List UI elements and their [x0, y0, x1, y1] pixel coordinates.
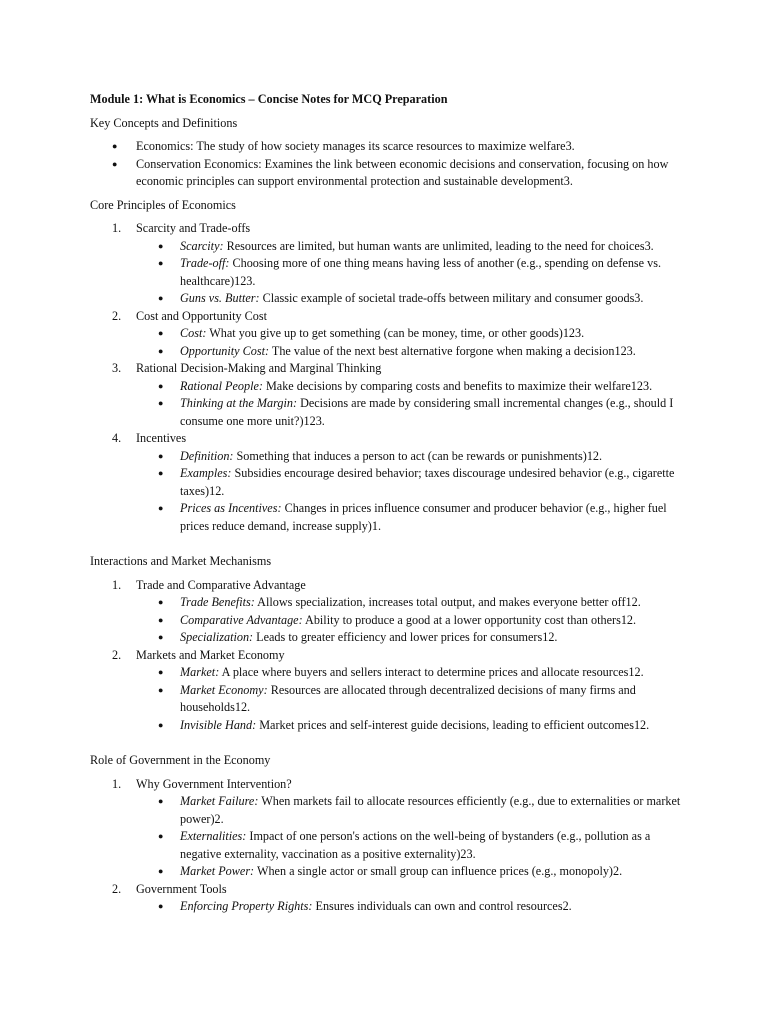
term: Externalities:	[180, 829, 247, 843]
numbered-item	[90, 776, 690, 881]
definition: Market prices and self-interest guide decisions, leading to efficient outcomes12.	[256, 717, 650, 732]
sub-item	[90, 612, 690, 630]
document-title: Module 1: What is Economics – Concise Notes for MCQ Preparation	[90, 92, 448, 106]
term: Definition:	[180, 448, 234, 463]
definition: Decisions are made by considering small incremental changes (e.g., should I consume one more unit?)123.	[180, 396, 674, 428]
definition: When a single actor or small group can influence prices (e.g., monopoly)2.	[254, 864, 623, 878]
definition: What you give up to get something (can be money, time, or other goods)123.	[206, 326, 585, 340]
sub-item	[90, 290, 690, 308]
sub-item	[90, 629, 690, 647]
term: Market Failure:	[180, 794, 259, 808]
definition: Impact of one person's actions on the well-being of bystanders (e.g., pollution as a negative externality, vaccination as a positive externality)23.	[180, 829, 651, 861]
interactions-list	[90, 577, 690, 735]
term: Scarcity:	[180, 238, 224, 253]
definition: Classic example of societal trade-offs between military and consumer goods3.	[259, 291, 644, 305]
term: Rational People:	[180, 378, 263, 393]
term: Guns vs. Butter:	[180, 291, 260, 305]
numbered-item	[90, 881, 690, 916]
item-number: 1.	[112, 577, 122, 592]
sub-item	[90, 500, 690, 535]
definition: Changes in prices influence consumer and producer behavior (e.g., higher fuel prices reduce demand, increase supply)1.	[180, 501, 667, 533]
sub-item	[90, 465, 690, 500]
sub-list	[136, 378, 690, 431]
sub-list	[136, 898, 690, 916]
sub-item	[90, 664, 690, 682]
sub-item	[90, 898, 690, 916]
term: Cost:	[180, 326, 207, 340]
sub-item	[90, 594, 690, 612]
definition: A place where buyers and sellers interact to determine prices and allocate resources12.	[219, 665, 644, 679]
sub-list	[136, 238, 690, 308]
term: Market Power:	[180, 864, 255, 878]
definition: Ensures individuals can own and control resources2.	[312, 899, 572, 913]
sub-list	[136, 793, 690, 881]
sub-item	[90, 343, 690, 361]
government-list	[90, 776, 690, 916]
sub-item	[90, 448, 690, 466]
item-title: Incentives	[136, 431, 187, 445]
item-title: Rational Decision-Making and Marginal Thinking	[136, 361, 382, 375]
definition: Ability to produce a good at a lower opportunity cost than others12.	[302, 612, 637, 627]
numbered-item	[90, 220, 690, 308]
item-number: 2.	[112, 881, 122, 896]
document-content	[90, 91, 690, 916]
sub-item	[90, 238, 690, 256]
item-title: Government Tools	[136, 881, 227, 896]
key-concepts-list	[90, 138, 690, 191]
sub-list	[136, 325, 690, 360]
sub-list	[136, 448, 690, 536]
definition: Subsidies encourage desired behavior; taxes discourage undesired behavior (e.g., cigarette taxes)12.	[180, 466, 675, 498]
item-title: Trade and Comparative Advantage	[136, 577, 306, 592]
term: Enforcing Property Rights:	[180, 899, 313, 913]
sub-item	[90, 395, 690, 430]
sub-item	[90, 828, 690, 863]
definition: Resources are allocated through decentralized decisions of many firms and households12.	[180, 682, 636, 714]
term: Thinking at the Margin:	[180, 396, 298, 410]
sub-item	[90, 378, 690, 396]
item-number: 1.	[112, 776, 122, 791]
definition: Choosing more of one thing means having less of another (e.g., spending on defense vs. healthcare)123.	[180, 256, 661, 288]
numbered-item	[90, 430, 690, 535]
definition: Something that induces a person to act (can be rewards or punishments)12.	[233, 448, 603, 463]
item-number: 3.	[112, 361, 122, 375]
sub-list	[136, 594, 690, 647]
term: Prices as Incentives:	[180, 501, 282, 515]
sub-item	[90, 682, 690, 717]
numbered-item	[90, 360, 690, 430]
item-number: 1.	[112, 221, 122, 235]
item-number: 2.	[112, 647, 122, 662]
definition: Resources are limited, but human wants are unlimited, leading to the need for choices3.	[223, 238, 654, 253]
sub-item	[90, 793, 690, 828]
section-heading-key-concepts: Key Concepts and Definitions	[90, 115, 238, 130]
item-number: 4.	[112, 431, 122, 445]
core-principles-list	[90, 220, 690, 535]
list-item: ● Conservation Economics: Examines the link between economic decisions and conservation, focusing on how economic principles can support environmental protection and sustainable development3.	[90, 156, 690, 191]
numbered-item	[90, 308, 690, 361]
definition: Leads to greater efficiency and lower prices for consumers12.	[253, 630, 558, 644]
term: Trade Benefits:	[180, 595, 255, 609]
definition: Make decisions by comparing costs and benefits to maximize their welfare123.	[262, 378, 653, 393]
item-title: Cost and Opportunity Cost	[136, 308, 268, 323]
definition: When markets fail to allocate resources efficiently (e.g., due to externalities or market power)2.	[180, 794, 681, 826]
term: Examples:	[180, 466, 232, 480]
section-heading-interactions: Interactions and Market Mechanisms	[90, 554, 272, 568]
item-number: 2.	[112, 308, 122, 323]
section-heading-government: Role of Government in the Economy	[90, 753, 271, 767]
definition: Allows specialization, increases total output, and makes everyone better off12.	[254, 595, 641, 609]
sub-item	[90, 255, 690, 290]
list-item: ● Economics: The study of how society manages its scarce resources to maximize welfare3.	[90, 138, 690, 156]
term: Opportunity Cost:	[180, 343, 270, 358]
sub-item	[90, 325, 690, 343]
item-title: Markets and Market Economy	[136, 647, 285, 662]
term: Trade-off:	[180, 256, 230, 270]
term: Comparative Advantage:	[180, 612, 303, 627]
sub-item	[90, 863, 690, 881]
term: Specialization:	[180, 630, 254, 644]
numbered-item	[90, 647, 690, 735]
term: Market:	[180, 665, 220, 679]
term: Invisible Hand:	[180, 717, 257, 732]
sub-item	[90, 717, 690, 735]
section-heading-core-principles: Core Principles of Economics	[90, 197, 236, 212]
item-title: Why Government Intervention?	[136, 776, 292, 791]
term: Market Economy:	[180, 682, 268, 697]
definition: The value of the next best alternative forgone when making a decision123.	[269, 343, 636, 358]
numbered-item	[90, 577, 690, 647]
sub-list	[136, 664, 690, 734]
item-title: Scarcity and Trade-offs	[136, 221, 251, 235]
